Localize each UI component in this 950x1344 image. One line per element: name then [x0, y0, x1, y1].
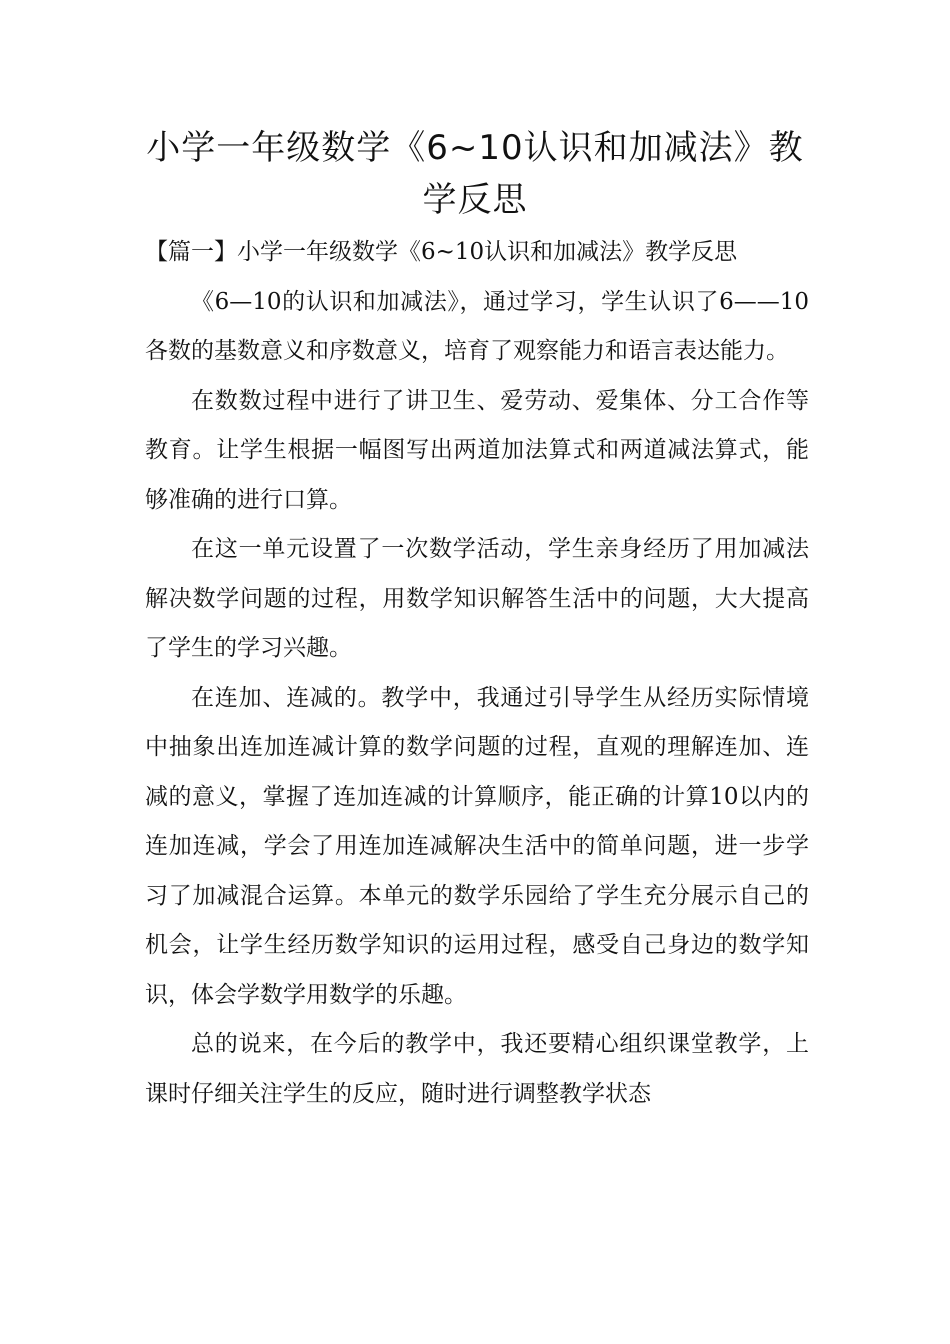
- paragraph-3: 在这一单元设置了一次数学活动，学生亲身经历了用加减法解决数学问题的过程，用数学知识解答生活中的问题，大大提高了学生的学习兴趣。: [145, 536, 809, 661]
- paragraph-2: 在数数过程中进行了讲卫生、爱劳动、爱集体、分工合作等教育。让学生根据一幅图写出两道加法算式和两道减法算式，能够准确的进行口算。: [145, 387, 809, 513]
- section-heading: 【篇一】小学一年级数学《6~10认识和加减法》教学反思: [145, 239, 738, 265]
- paragraph-4: 在连加、连减的。教学中，我通过引导学生从经历实际情境中抽象出连加连减计算的数学问题的过程，直观的理解连加、连减的意义，掌握了连加连减的计算顺序，能正确的计算10以内的连加连减，学会了用连加连减解决生活中的简单问题，进一步学习了加减混合运算。本单元的数学乐园给了学生充分展示自己的机会，让学生经历数学知识的运用过程，感受自己身边的数学知识，体会学数学用数学的乐趣。: [145, 684, 809, 1008]
- document-body: [145, 228, 809, 1119]
- paragraph-1: 《6—10的认识和加减法》，通过学习，学生认识了6——10各数的基数意义和序数意义，培育了观察能力和语言表达能力。: [145, 288, 809, 364]
- paragraph-5: 总的说来，在今后的教学中，我还要精心组织课堂教学，上课时仔细关注学生的反应，随时进行调整教学状态: [145, 1031, 809, 1107]
- document-title: 小学一年级数学《6~10认识和加减法》教学反思: [146, 128, 804, 220]
